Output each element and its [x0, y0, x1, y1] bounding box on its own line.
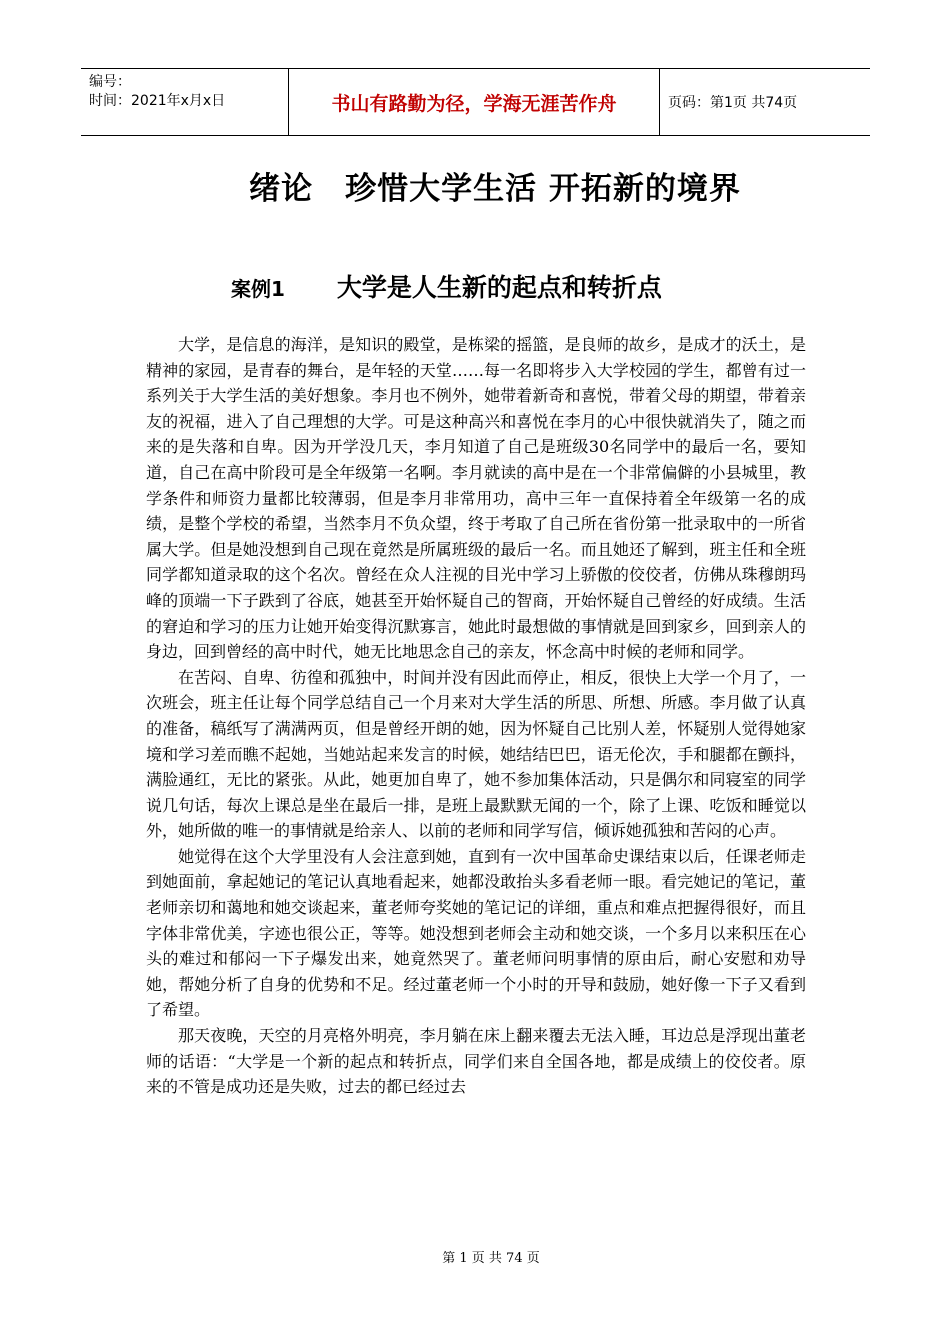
paragraph: 大学，是信息的海洋，是知识的殿堂，是栋梁的摇篮，是良师的故乡，是成才的沃土，是精神的家园，是青春的舞台，是年轻的天堂……每一名即将步入大学校园的学生，都曾有过一系列关于大学生活的美好想象。李月也不例外，她带着新奇和喜悦，带着父母的期望，带着亲友的祝福，进入了自己理想的大学。可是这种高兴和喜悦在李月的心中很快就消失了，随之而来的是失落和自卑。因为开学没几天，李月知道了自己是班级30名同学中的最后一名，要知道，自己在高中阶段可是全年级第一名啊。李月就读的高中是在一个非常偏僻的小县城里，教学条件和师资力量都比较薄弱，但是李月非常用功，高中三年一直保持着全年级第一名的成绩，是整个学校的希望，当然李月不负众望，终于考取了自己所在省份第一批录取中的一所省属大学。但是她没想到自己现在竟然是所属班级的最后一名。而且她还了解到，班主任和全班同学都知道录取的这个名次。曾经在众人注视的目光中学习上骄傲的佼佼者，仿佛从珠穆朗玛峰的顶端一下子跌到了谷底，她甚至开始怀疑自己的智商，开始怀疑自己曾经的好成绩。生活的窘迫和学习的压力让她开始变得沉默寡言，她此时最想做的事情就是回到家乡，回到亲人的身边，回到曾经的高中时代，她无比地思念自己的亲友，怀念高中时候的老师和同学。 — [146, 335, 806, 662]
header-meta — [81, 69, 289, 135]
number-label: 编号： — [89, 74, 131, 90]
time-label: 时间：2021年x月x日 — [89, 93, 226, 109]
header-motto: 书山有路勤为径，学海无涯苦作舟 — [289, 69, 660, 135]
paragraph: 她觉得在这个大学里没有人会注意到她，直到有一次中国革命史课结束以后，任课老师走到她面前，拿起她记的笔记认真地看起来，她都没敢抬头多看老师一眼。看完她记的笔记，董老师亲切和蔼地和她交谈起来，董老师夸奖她的笔记记的详细，重点和难点把握得很好，而且字体非常优美，字迹也很公正，等等。她没想到老师会主动和她交谈，一个多月以来积压在心头的难过和郁闷一下子爆发出来，她竟然哭了。董老师问明事情的原由后，耐心安慰和劝导她，帮她分析了自身的优势和不足。经过董老师一个小时的开导和鼓励，她好像一下子又看到了希望。 — [146, 846, 806, 1020]
case-label: 案例1 — [231, 277, 285, 301]
body-text — [146, 332, 806, 1100]
paragraph: 在苦闷、自卑、彷徨和孤独中，时间并没有因此而停止，相反，很快上大学一个月了，一次班会，班主任让每个同学总结自己一个月来对大学生活的所思、所想、所感。李月做了认真的准备，稿纸写了满满两页，但是曾经开朗的她，因为怀疑自己比别人差，怀疑别人觉得她家境和学习差而瞧不起她，当她站起来发言的时候，她结结巴巴，语无伦次，手和腿都在颤抖，满脸通红，无比的紧张。从此，她更加自卑了，她不参加集体活动，只是偶尔和同寝室的同学说几句话，每次上课总是坐在最后一排，是班上最默默无闻的一个，除了上课、吃饭和睡觉以外，她所做的唯一的事情就是给亲人、以前的老师和同学写信，倾诉她孤独和苦闷的心声。 — [146, 667, 806, 841]
chapter-title: 绪论 珍惜大学生活 开拓新的境界 — [249, 171, 741, 207]
case-title: 大学是人生新的起点和转折点 — [336, 273, 662, 302]
header-page-info: 页码：第1页 共74页 — [668, 95, 798, 111]
document-header — [81, 68, 870, 136]
page-footer: 第 1 页 共 74 页 — [442, 1251, 540, 1266]
case-heading — [231, 268, 662, 304]
paragraph: 那天夜晚，天空的月亮格外明亮，李月躺在床上翻来覆去无法入睡，耳边总是浮现出董老师的话语：“大学是一个新的起点和转折点，同学们来自全国各地，都是成绩上的佼佼者。原来的不管是成功还是失败，过去的都已经过去 — [146, 1026, 806, 1097]
